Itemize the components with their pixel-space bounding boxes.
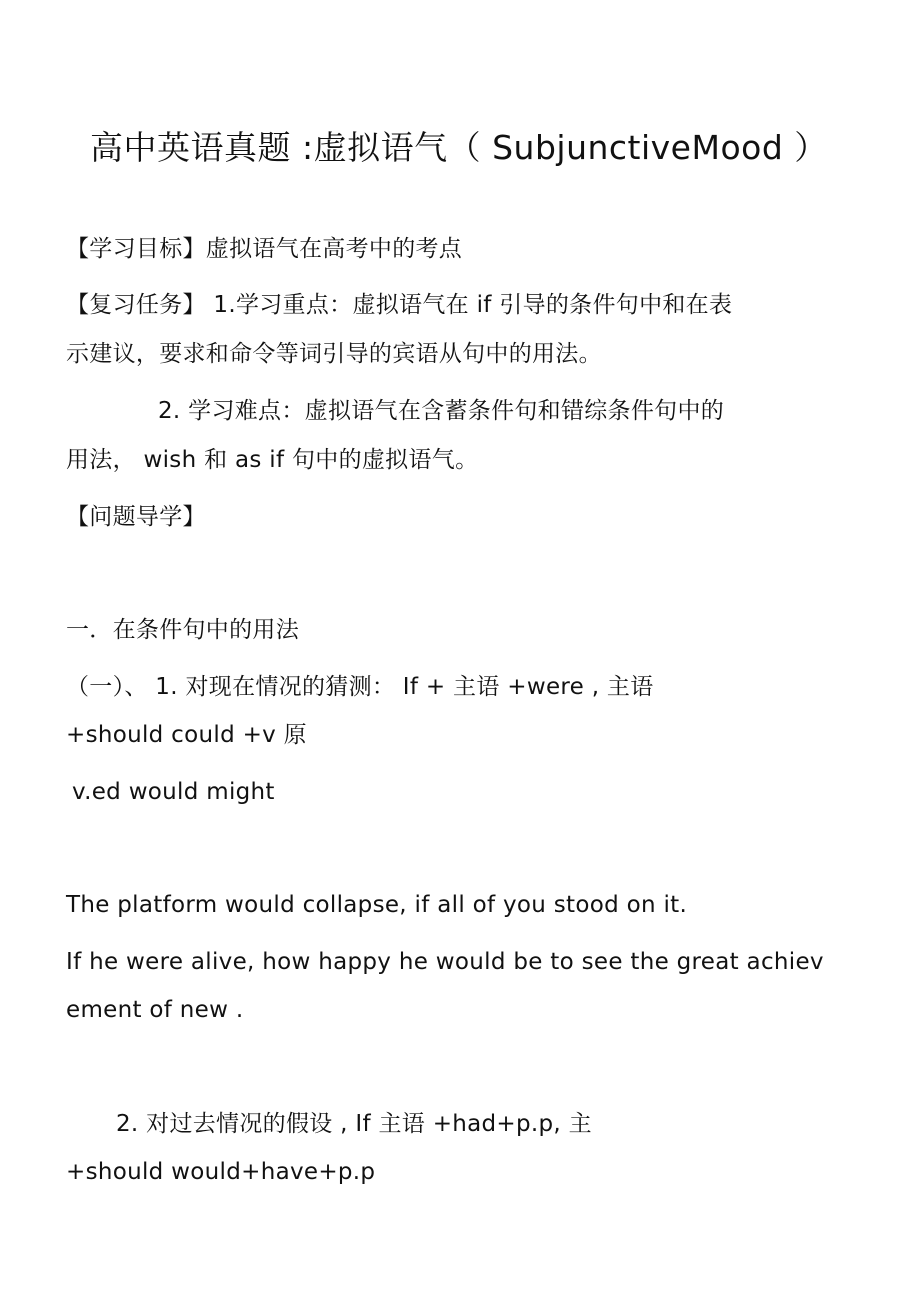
review-task-line-1: 【复习任务】 1.学习重点：虚拟语气在 if 引导的条件句中和在表: [66, 292, 733, 318]
difficulty-line-2: 用法， wish 和 as if 句中的虚拟语气。: [66, 447, 479, 473]
difficulty-line-1: 2. 学习难点：虚拟语气在含蓄条件句和错综条件句中的: [158, 398, 725, 424]
example-sentence-2-line-1: If he were alive, how happy he would be to see the great achiev: [66, 949, 824, 975]
example-sentence-1: The platform would collapse, if all of you stood on it.: [66, 892, 688, 918]
learning-objective: 【学习目标】虚拟语气在高考中的考点: [66, 236, 463, 262]
past-rule-line-2: +should would+have+p.p: [66, 1159, 376, 1185]
document-title: 高中英语真题 :虚拟语气（ SubjunctiveMood ）: [90, 128, 828, 167]
present-rule-line-2: +should could +v 原: [66, 722, 307, 748]
example-sentence-2-line-2: ement of new .: [66, 997, 244, 1023]
present-rule-line-1: （一）、 1. 对现在情况的猜测： If + 主语 +were , 主语: [66, 674, 654, 700]
section-heading-one: 一．在条件句中的用法: [66, 617, 299, 643]
review-task-line-2: 示建议，要求和命令等词引导的宾语从句中的用法。: [66, 341, 602, 367]
present-rule-line-3: v.ed would might: [72, 779, 275, 805]
guide-heading: 【问题导学】: [66, 504, 206, 530]
past-rule-line-1: 2. 对过去情况的假设 , If 主语 +had+p.p, 主: [116, 1111, 592, 1137]
